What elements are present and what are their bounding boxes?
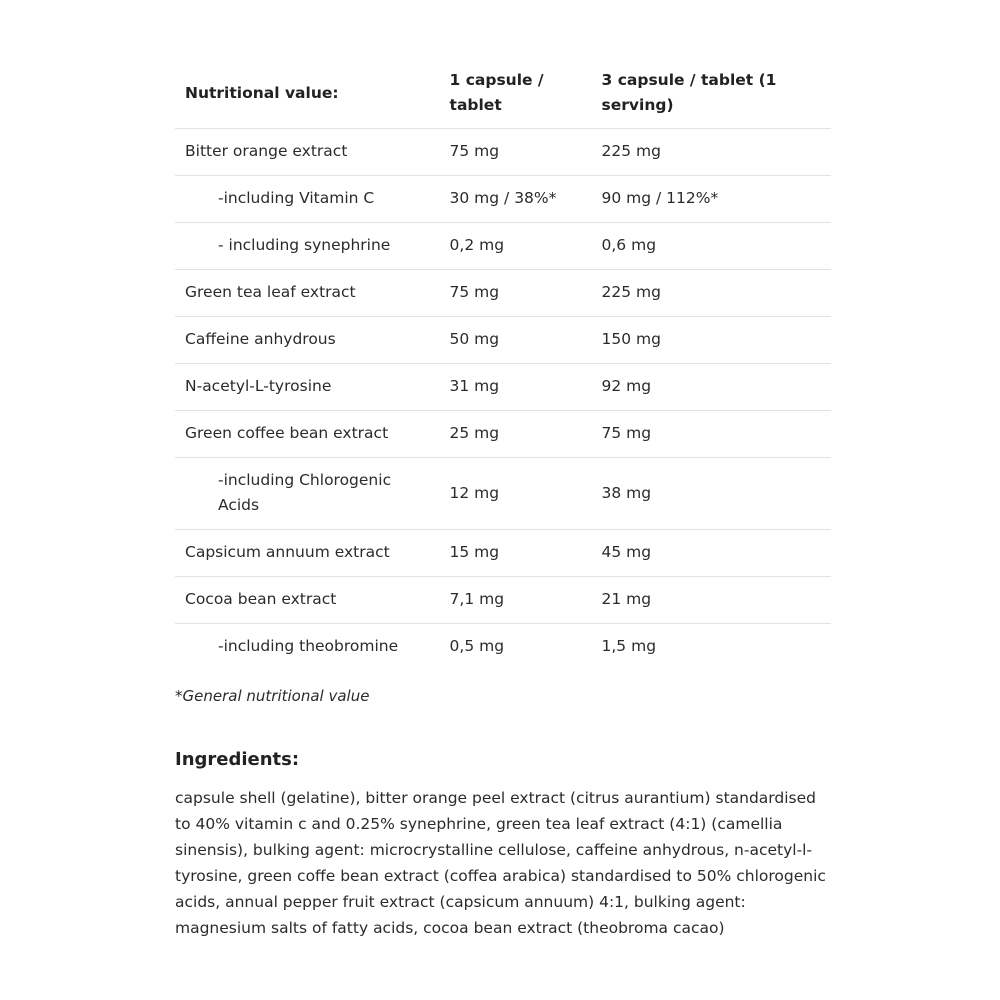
per-capsule-value: 7,1 mg	[440, 577, 592, 624]
table-row	[175, 624, 831, 671]
per-capsule-value: 25 mg	[440, 411, 592, 458]
table-row	[175, 530, 831, 577]
header-nutritional-value: Nutritional value:	[175, 58, 440, 129]
ingredient-cell	[175, 364, 440, 411]
ingredient-name: N-acetyl-L-tyrosine	[185, 377, 332, 395]
per-serving-value: 225 mg	[592, 270, 831, 317]
sub-ingredient-cell	[175, 176, 440, 223]
product-info	[175, 58, 831, 941]
ingredient-name: -including Chlorogenic Acids	[218, 471, 392, 514]
per-capsule-value: 15 mg	[440, 530, 592, 577]
table-row	[175, 317, 831, 364]
per-capsule-value: 75 mg	[440, 129, 592, 176]
per-serving-value: 45 mg	[592, 530, 831, 577]
nutrition-table-body	[175, 129, 831, 671]
per-serving-value: 225 mg	[592, 129, 831, 176]
table-row	[175, 458, 831, 530]
per-serving-value: 1,5 mg	[601, 637, 657, 655]
table-row	[175, 411, 831, 458]
ingredient-cell	[175, 530, 440, 577]
per-capsule-value: 0,5 mg	[449, 637, 505, 655]
nutrition-table-head	[175, 58, 831, 129]
ingredient-name: - including synephrine	[218, 236, 391, 254]
header-per-serving: 3 capsule / tablet (1 serving)	[592, 58, 831, 129]
ingredient-name: Bitter orange extract	[185, 142, 348, 160]
per-serving-value: 150 mg	[592, 317, 831, 364]
per-capsule-value: 12 mg	[440, 458, 592, 530]
ingredient-cell	[175, 129, 440, 176]
ingredients-text: capsule shell (gelatine), bitter orange peel extract (citrus aurantium) standardised to 40% vitamin c and 0.25% synephrine, green tea leaf extract (4:1) (camellia sinensis), bulking agent: microcrystalline cellulose, caffeine anhydrous, n-acetyl-l-tyrosine, green coffe bean extract (coffea arabica) standardised to 50% chlorogenic acids, annual pepper fruit extract (capsicum annuum) 4:1, bulking agent: magnesium salts of fatty acids, cocoa bean extract (theobroma cacao)	[175, 789, 826, 937]
table-row	[175, 176, 831, 223]
header-per-capsule: 1 capsule / tablet	[440, 58, 592, 129]
sub-ingredient-cell	[175, 223, 440, 270]
header-row	[175, 58, 831, 129]
ingredient-cell	[175, 411, 440, 458]
sub-ingredient-cell	[175, 458, 440, 530]
nutrition-table	[175, 58, 831, 670]
per-capsule-value: 31 mg	[440, 364, 592, 411]
footnote: *General nutritional value	[175, 687, 370, 705]
table-row	[175, 223, 831, 270]
ingredient-name: Green tea leaf extract	[185, 283, 356, 301]
ingredient-cell	[175, 317, 440, 364]
per-capsule-value: 0,2 mg	[440, 223, 592, 270]
ingredient-name: Caffeine anhydrous	[185, 330, 336, 348]
per-serving-value: 90 mg / 112%*	[592, 176, 831, 223]
ingredient-name: Capsicum annuum extract	[185, 543, 390, 561]
per-capsule-value: 50 mg	[440, 317, 592, 364]
ingredient-name: -including theobromine	[218, 637, 399, 655]
ingredient-name: -including Vitamin C	[218, 189, 375, 207]
sub-ingredient-cell	[175, 624, 440, 671]
per-serving-value: 38 mg	[592, 458, 831, 530]
per-serving-value: 0,6 mg	[592, 223, 831, 270]
ingredient-cell	[175, 270, 440, 317]
ingredient-cell	[175, 577, 440, 624]
ingredients-title: Ingredients:	[175, 749, 300, 770]
table-row	[175, 129, 831, 176]
ingredient-name: Green coffee bean extract	[185, 424, 389, 442]
per-serving-value: 92 mg	[592, 364, 831, 411]
table-row	[175, 364, 831, 411]
per-serving-value: 75 mg	[592, 411, 831, 458]
table-row	[175, 577, 831, 624]
per-capsule-value: 75 mg	[440, 270, 592, 317]
ingredient-name: Cocoa bean extract	[185, 590, 337, 608]
per-capsule-value: 30 mg / 38%*	[440, 176, 592, 223]
table-row	[175, 270, 831, 317]
per-serving-value: 21 mg	[592, 577, 831, 624]
